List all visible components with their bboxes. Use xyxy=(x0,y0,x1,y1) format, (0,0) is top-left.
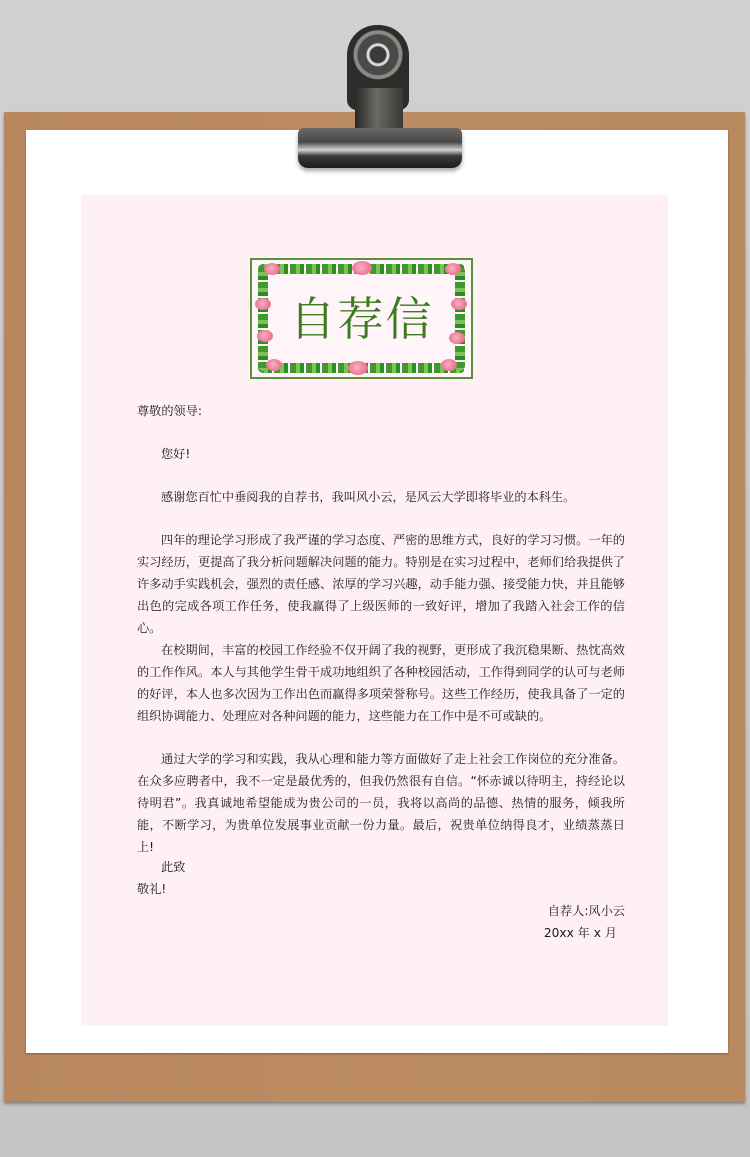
closing-line-1: 此致 xyxy=(161,860,186,874)
binder-clip-bar xyxy=(298,128,462,168)
rose-icon xyxy=(441,359,457,371)
rose-icon xyxy=(348,361,368,375)
rose-icon xyxy=(264,263,280,275)
closing-line-2: 敬礼! xyxy=(137,882,167,896)
rose-icon xyxy=(445,263,461,275)
paragraph-1: 感谢您百忙中垂阅我的自荐书，我叫风小云，是风云大学即将毕业的本科生。 xyxy=(161,490,576,504)
rose-icon xyxy=(266,359,282,371)
paragraph-3: 在校期间，丰富的校园工作经验不仅开阔了我的视野，更形成了我沉稳果断、热忱高效的工作作风。本人与其他学生骨干成功地组织了各种校园活动，工作得到同学的认可与老师的好评，本人也多次因为工作出色而赢得多项荣誉称号。这些工作经历，使我具备了一定的组织协调能力、处理应对各种问题的能力，这些能力在工作中是不可或缺的。 xyxy=(137,643,625,723)
title-banner xyxy=(250,258,473,379)
rose-icon xyxy=(352,261,372,275)
binder-clip-neck xyxy=(355,88,403,128)
salutation: 尊敬的领导: xyxy=(137,404,203,418)
date: 20xx 年 x 月 xyxy=(543,926,617,940)
greeting: 您好! xyxy=(161,447,191,461)
letter-title: 自荐信 xyxy=(289,292,434,346)
paragraph-2: 四年的理论学习形成了我严谨的学习态度、严密的思维方式，良好的学习习惯。一年的实习经历，更提高了我分析问题解决问题的能力。特别是在实习过程中，老师们给我提供了许多动手实践机会，强烈的责任感、浓厚的学习兴趣，动手能力强、接受能力快，并且能够出色的完成各项工作任务，使我赢得了上级医师的一致好评，增加了我踏入社会工作的信心。 xyxy=(137,533,625,635)
signature: 自荐人:风小云 xyxy=(547,904,625,918)
paragraph-4: 通过大学的学习和实践，我从心理和能力等方面做好了走上社会工作岗位的充分准备。在众多应聘者中，我不一定是最优秀的，但我仍然很有自信。“怀赤诚以待明主，持经论以待明君”。我真诚地希望能成为贵公司的一员，我将以高尚的品德、热情的服务，倾我所能，不断学习，为贵单位发展事业贡献一份力量。最后，祝贵单位纳得良才，业绩蒸蒸日上! xyxy=(137,752,625,854)
